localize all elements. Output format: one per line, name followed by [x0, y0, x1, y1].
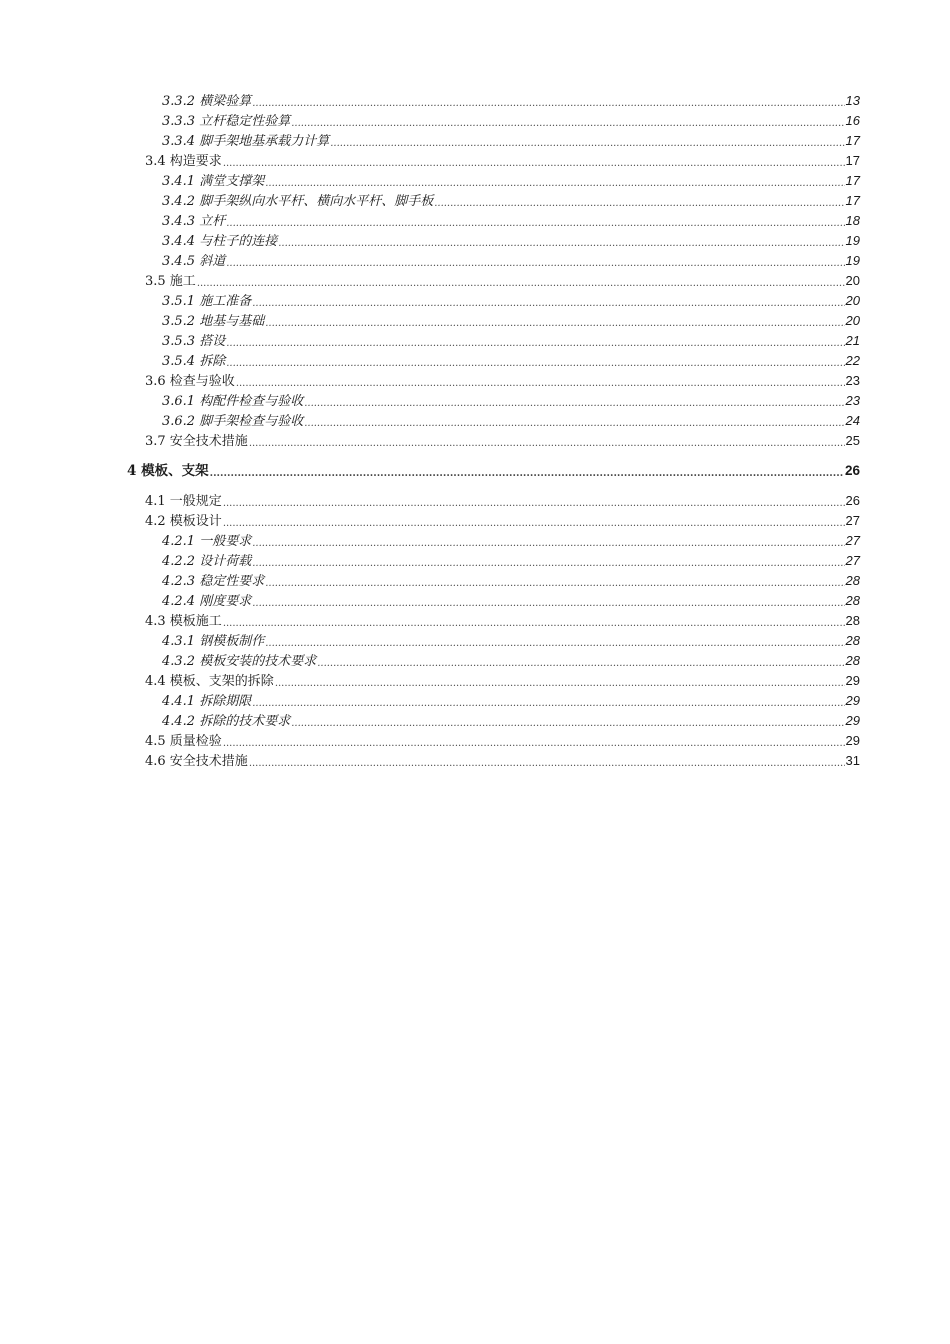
- toc-entry-page-number: 13: [845, 93, 860, 108]
- dot-leader: [265, 317, 844, 331]
- toc-entry[interactable]: [0, 691, 950, 711]
- toc-entry-title: 3.5.2 地基与基础: [162, 314, 265, 329]
- toc-entry-page-number: 28: [845, 613, 860, 628]
- dot-leader: [304, 397, 844, 411]
- toc-entry-page-number: 31: [845, 753, 860, 768]
- dot-leader: [252, 697, 844, 711]
- toc-entry[interactable]: [0, 291, 950, 311]
- toc-entry-title: 4.3 模板施工: [145, 614, 222, 629]
- dot-leader: [226, 217, 844, 231]
- toc-entry-page-number: 16: [845, 113, 860, 128]
- dot-leader: [265, 577, 844, 591]
- dot-leader: [291, 117, 844, 131]
- toc-entry-title: 3.3.3 立杆稳定性验算: [162, 114, 291, 129]
- dot-leader: [252, 597, 844, 611]
- toc-entry-page-number: 27: [845, 513, 860, 528]
- toc-entry-title: 3.4.3 立杆: [162, 214, 226, 229]
- dot-leader: [223, 497, 845, 511]
- toc-entry[interactable]: [0, 751, 950, 771]
- toc-entry-page-number: 20: [845, 273, 860, 288]
- dot-leader: [275, 677, 845, 691]
- toc-entry-page-number: 26: [845, 493, 860, 508]
- toc-entry-page-number: 17: [845, 133, 860, 148]
- dot-leader: [223, 737, 845, 751]
- toc-entry-page-number: 17: [845, 173, 860, 188]
- toc-entry-page-number: 28: [845, 593, 860, 608]
- toc-entry-title: 3.6.1 构配件检查与验收: [162, 394, 304, 409]
- toc-entry-title: 4.4 模板、支架的拆除: [145, 674, 274, 689]
- toc-entry-title: 3.4.4 与柱子的连接: [162, 234, 278, 249]
- toc-entry[interactable]: [0, 371, 950, 391]
- toc-entry[interactable]: [0, 151, 950, 171]
- toc-entry[interactable]: [0, 511, 950, 531]
- toc-entry-page-number: 20: [845, 313, 860, 328]
- toc-entry-page-number: 23: [845, 393, 860, 408]
- toc-entry-page-number: 17: [845, 153, 860, 168]
- toc-entry-title: 3.6.2 脚手架检查与验收: [162, 414, 304, 429]
- dot-leader: [252, 97, 844, 111]
- toc-entry[interactable]: [0, 211, 950, 231]
- toc-entry-page-number: 28: [845, 633, 860, 648]
- toc-entry-page-number: 29: [845, 733, 860, 748]
- toc-entry-title: 3.5.4 拆除: [162, 354, 226, 369]
- dot-leader: [304, 417, 844, 431]
- toc-entry-title: 4.5 质量检验: [145, 734, 222, 749]
- toc-entry[interactable]: [0, 671, 950, 691]
- toc-entry[interactable]: [0, 351, 950, 371]
- toc-entry[interactable]: [0, 711, 950, 731]
- toc-entry-page-number: 21: [845, 333, 860, 348]
- toc-entry[interactable]: [0, 551, 950, 571]
- toc-entry-page-number: 27: [845, 533, 860, 548]
- toc-entry-page-number: 29: [845, 673, 860, 688]
- toc-entry[interactable]: [0, 651, 950, 671]
- toc-entry-page-number: 23: [845, 373, 860, 388]
- dot-leader: [226, 337, 844, 351]
- toc-entry-title: 3.6 检查与验收: [145, 374, 235, 389]
- dot-leader: [252, 557, 844, 571]
- dot-leader: [265, 637, 844, 651]
- toc-entry[interactable]: [0, 271, 950, 291]
- toc-entry[interactable]: [0, 531, 950, 551]
- dot-leader: [330, 137, 844, 151]
- toc-entry-title: 4.2 模板设计: [145, 514, 222, 529]
- toc-entry-title: 3.4.1 满堂支撑架: [162, 174, 265, 189]
- toc-entry[interactable]: [0, 91, 950, 111]
- toc-entry[interactable]: [0, 611, 950, 631]
- toc-entry[interactable]: [0, 461, 950, 481]
- toc-entry[interactable]: [0, 131, 950, 151]
- toc-entry-title: 4.6 安全技术措施: [145, 754, 248, 769]
- toc-entry-page-number: 29: [845, 693, 860, 708]
- toc-entry[interactable]: [0, 111, 950, 131]
- toc-entry-title: 4.2.4 刚度要求: [162, 594, 252, 609]
- dot-leader: [210, 467, 844, 481]
- toc-entry-page-number: 18: [845, 213, 860, 228]
- toc-entry[interactable]: [0, 431, 950, 451]
- toc-entry-title: 4.2.2 设计荷载: [162, 554, 252, 569]
- dot-leader: [197, 277, 845, 291]
- dot-leader: [223, 157, 845, 171]
- toc-entry-title: 4.4.2 拆除的技术要求: [162, 714, 291, 729]
- toc-entry[interactable]: [0, 191, 950, 211]
- toc-entry-page-number: 26: [844, 463, 860, 478]
- toc-entry[interactable]: [0, 731, 950, 751]
- toc-entry-title: 3.4 构造要求: [145, 154, 222, 169]
- toc-entry-title: 3.5 施工: [145, 274, 196, 289]
- dot-leader: [252, 537, 844, 551]
- toc-entry-title: 4.1 一般规定: [145, 494, 222, 509]
- toc-entry-page-number: 19: [845, 253, 860, 268]
- toc-entry-title: 3.5.3 搭设: [162, 334, 226, 349]
- toc-entry[interactable]: [0, 231, 950, 251]
- toc-entry[interactable]: [0, 631, 950, 651]
- dot-leader: [252, 297, 844, 311]
- dot-leader: [249, 757, 845, 771]
- toc-entry-title: 3.4.2 脚手架纵向水平杆、横向水平杆、脚手板: [162, 194, 434, 209]
- toc-entry-page-number: 20: [845, 293, 860, 308]
- toc-entry-title: 4.3.1 钢模板制作: [162, 634, 265, 649]
- table-of-contents: [0, 91, 950, 771]
- toc-entry[interactable]: [0, 491, 950, 511]
- toc-entry-title: 3.4.5 斜道: [162, 254, 226, 269]
- toc-entry-page-number: 22: [845, 353, 860, 368]
- toc-entry-page-number: 29: [845, 713, 860, 728]
- toc-entry[interactable]: [0, 171, 950, 191]
- toc-entry-title: 4 模板、支架: [127, 463, 209, 479]
- toc-entry-page-number: 17: [845, 193, 860, 208]
- dot-leader: [265, 177, 844, 191]
- dot-leader: [317, 657, 844, 671]
- toc-entry-title: 4.2.1 一般要求: [162, 534, 252, 549]
- toc-entry-page-number: 28: [845, 573, 860, 588]
- dot-leader: [226, 357, 844, 371]
- toc-entry-title: 4.4.1 拆除期限: [162, 694, 252, 709]
- dot-leader: [249, 437, 845, 451]
- toc-entry-title: 3.3.2 横梁验算: [162, 94, 252, 109]
- toc-entry-title: 3.3.4 脚手架地基承载力计算: [162, 134, 330, 149]
- toc-entry-page-number: 28: [845, 653, 860, 668]
- dot-leader: [236, 377, 845, 391]
- dot-leader: [223, 517, 845, 531]
- toc-entry[interactable]: [0, 411, 950, 431]
- toc-entry-page-number: 27: [845, 553, 860, 568]
- dot-leader: [223, 617, 845, 631]
- dot-leader: [278, 237, 844, 251]
- toc-entry-page-number: 25: [845, 433, 860, 448]
- toc-entry[interactable]: [0, 311, 950, 331]
- toc-entry-title: 3.7 安全技术措施: [145, 434, 248, 449]
- toc-entry[interactable]: [0, 571, 950, 591]
- toc-entry[interactable]: [0, 251, 950, 271]
- dot-leader: [226, 257, 844, 271]
- toc-entry-title: 3.5.1 施工准备: [162, 294, 252, 309]
- toc-entry-page-number: 24: [845, 413, 860, 428]
- toc-entry-page-number: 19: [845, 233, 860, 248]
- dot-leader: [291, 717, 844, 731]
- toc-entry-title: 4.2.3 稳定性要求: [162, 574, 265, 589]
- toc-entry-title: 4.3.2 模板安装的技术要求: [162, 654, 317, 669]
- toc-entry[interactable]: [0, 331, 950, 351]
- toc-entry[interactable]: [0, 591, 950, 611]
- toc-entry[interactable]: [0, 391, 950, 411]
- dot-leader: [434, 197, 844, 211]
